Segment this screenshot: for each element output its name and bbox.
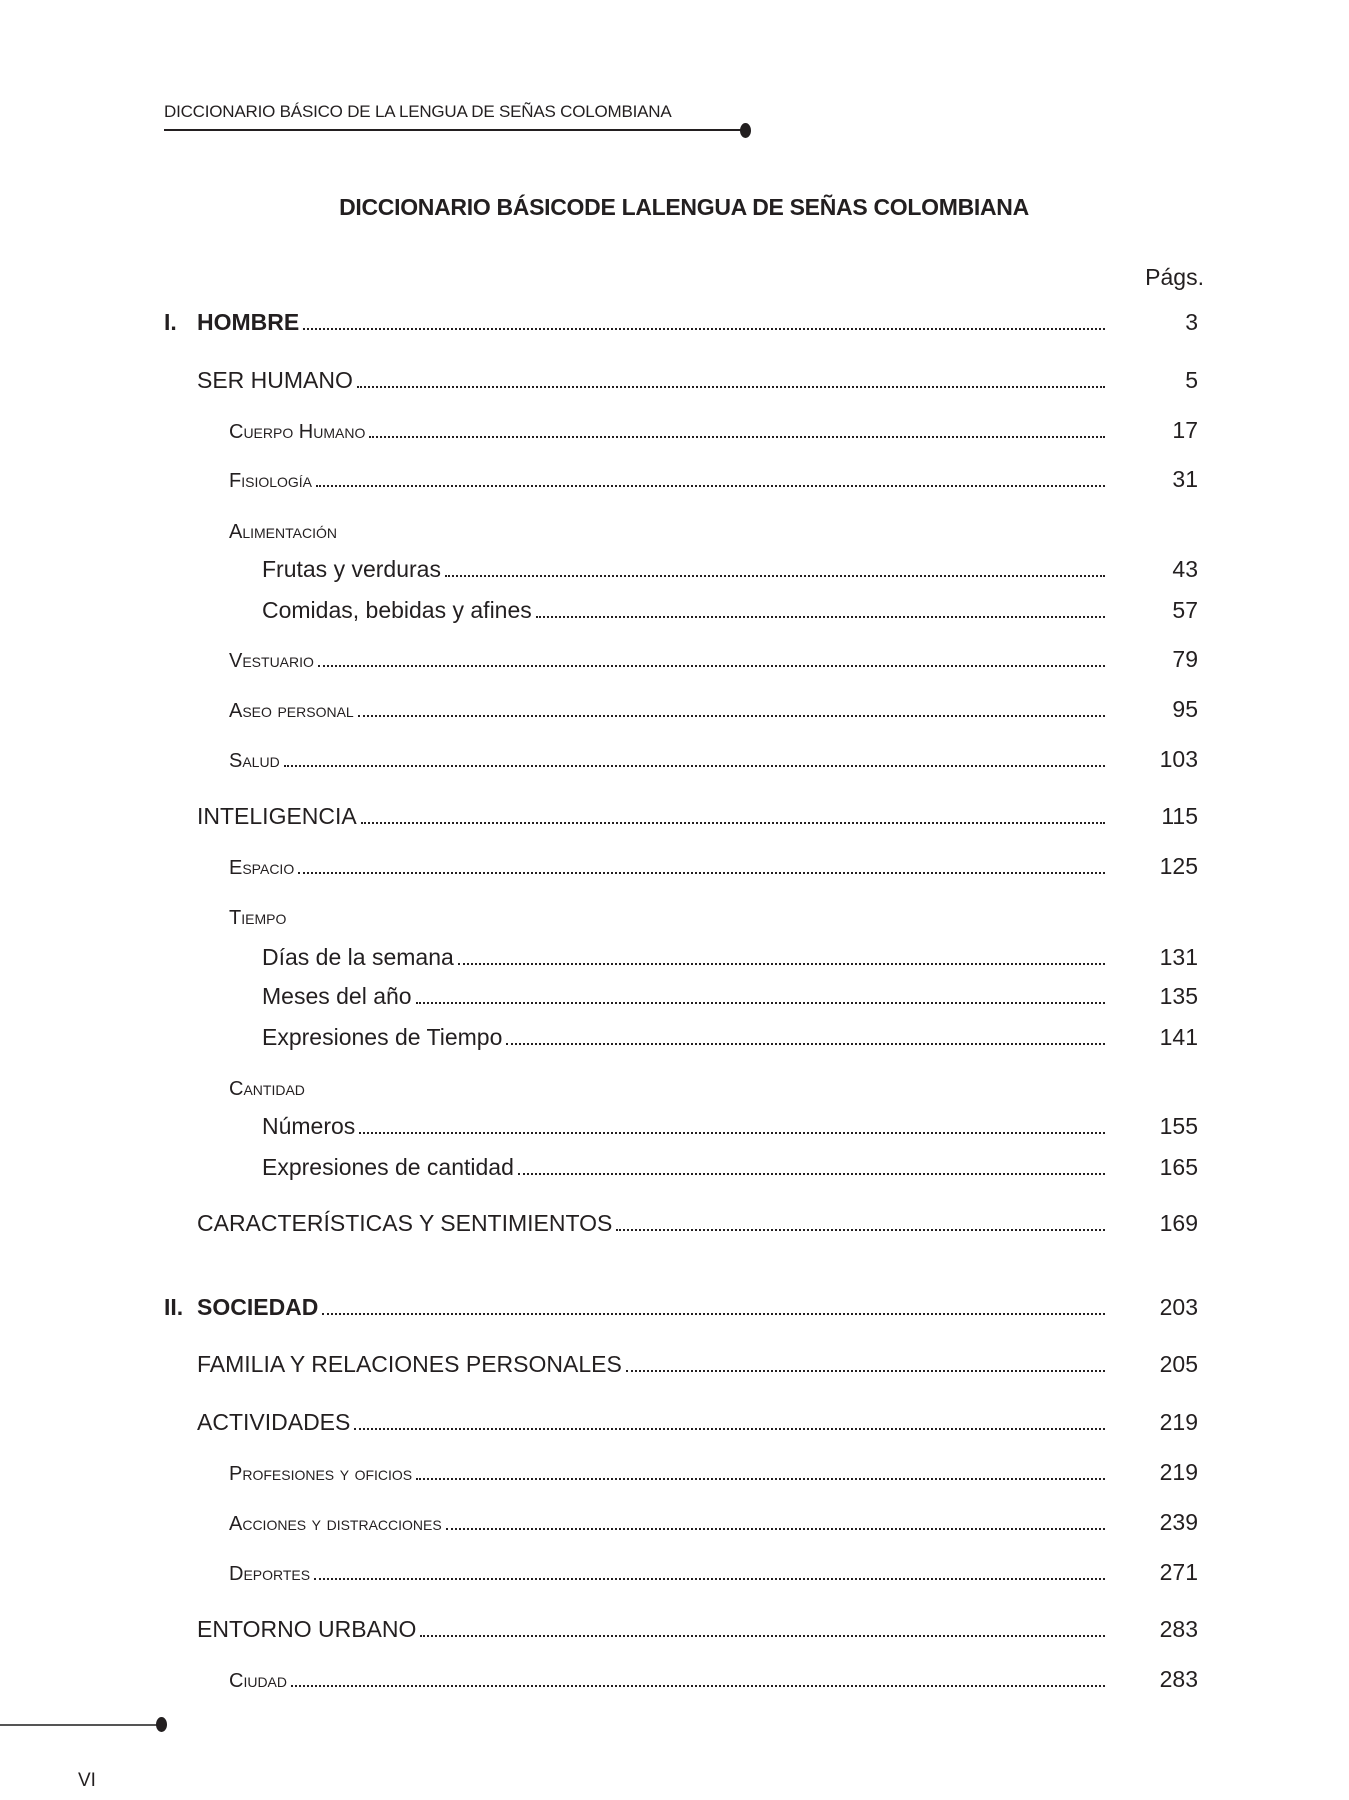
toc-entry-page: 271 [1159,1559,1198,1585]
dot-leader [416,1478,1105,1480]
toc-entry-page: 31 [1172,466,1198,492]
toc-entry-label-group [229,857,1105,880]
toc-entry-label: Días de la semana [262,944,454,970]
dot-leader [446,1528,1105,1530]
toc-entry-page: 155 [1159,1113,1198,1139]
toc-entry-label-group [262,1024,1105,1051]
dot-leader [359,1132,1105,1134]
toc-entry [0,1071,1349,1101]
dot-leader [361,822,1105,824]
toc-entry-label: Comidas, bebidas y afines [262,597,532,623]
toc-entry-label-group [229,1463,1105,1486]
toc-entry-label-group [197,1351,1105,1378]
toc-entry-label-group [229,1513,1105,1536]
toc-entry [0,693,1349,723]
toc-entry [0,463,1349,493]
dot-leader [369,436,1105,438]
toc-entry-label-group [229,1670,1105,1693]
toc-entry-label: Frutas y verduras [262,556,441,582]
toc-entry [0,1613,1349,1643]
toc-entry [0,900,1349,930]
dot-leader [291,1685,1105,1687]
toc-entry [0,980,1349,1010]
toc-entry-label-group [164,309,1105,336]
toc-entry-label: Vestuario [229,650,314,672]
toc-entry [0,743,1349,773]
toc-entry [0,850,1349,880]
toc-entry-label-group [197,367,1105,394]
toc-entry [0,800,1349,830]
dot-leader [616,1229,1105,1231]
toc-entry-label-group [197,1409,1105,1436]
pages-column-label: Págs. [1145,264,1204,290]
toc-entry [0,594,1349,624]
dot-leader [314,1578,1105,1580]
dot-leader [518,1173,1105,1175]
toc-entry-label-group [164,1294,1105,1321]
section-numeral: I. [164,309,177,335]
toc-entry-label: Expresiones de cantidad [262,1154,514,1180]
footer-rule-dot [156,1717,167,1732]
toc-entry-label-group [262,944,1105,971]
toc-entry-label: INTELIGENCIA [197,803,357,829]
toc-entry-page: 283 [1159,1666,1198,1692]
footer-rule [0,1724,160,1726]
toc-entry [0,1406,1349,1436]
toc-entry [0,1207,1349,1237]
toc-entry [0,643,1349,673]
toc-entry-page: 283 [1159,1616,1198,1642]
toc-entry-label-group [262,597,1105,624]
toc-entry-label-group [229,521,337,544]
dot-leader [318,665,1105,667]
toc-entry-label-group [229,470,1105,493]
toc-entry-label-group [229,421,1105,444]
toc-entry-page: 5 [1185,367,1198,393]
running-head: DICCIONARIO BÁSICO DE LA LENGUA DE SEÑAS COLOMBIANA [164,102,672,121]
toc-entry-page: 43 [1172,556,1198,582]
toc-entry-page: 239 [1159,1509,1198,1535]
dot-leader [416,1002,1105,1004]
dot-leader [298,872,1105,874]
toc-entry-label-group [229,750,1105,773]
toc-entry [0,1291,1349,1321]
toc-entry-label: Aseo personal [229,700,354,722]
dot-leader [357,386,1105,388]
toc-entry-page: 141 [1159,1024,1198,1050]
toc-entry-label: Fisiología [229,470,313,492]
toc-entry-page: 205 [1159,1351,1198,1377]
toc-entry-label: Deportes [229,1563,311,1585]
toc-entry [0,1021,1349,1051]
toc-entry-page: 203 [1159,1294,1198,1320]
toc-entry [0,1348,1349,1378]
toc-entry-page: 135 [1159,983,1198,1009]
toc-entry-label: Números [262,1113,356,1139]
dot-leader [536,616,1105,618]
toc-entry-label: Acciones y distracciones [229,1513,442,1535]
toc-entry-label: Meses del año [262,983,412,1009]
toc-entry [0,306,1349,336]
toc-entry-label-group [262,1154,1105,1181]
toc-entry-page: 3 [1185,309,1198,335]
dot-leader [626,1370,1105,1372]
toc-entry-label: Alimentación [229,521,337,543]
toc-entry-label: FAMILIA Y RELACIONES PERSONALES [197,1351,622,1377]
page-number: VI [78,1770,96,1791]
toc-entry-page: 57 [1172,597,1198,623]
toc-entry-page: 131 [1159,944,1198,970]
toc-entry-page: 115 [1161,803,1198,829]
toc-entry-label-group [197,803,1105,830]
toc-entry-label: SOCIEDAD [197,1294,319,1320]
toc-entry-label-group [229,1563,1105,1586]
toc-entry-label: Salud [229,750,280,772]
toc-entry-label: Profesiones y oficios [229,1463,413,1485]
toc-entry [0,1506,1349,1536]
dot-leader [354,1428,1105,1430]
dot-leader [358,715,1105,717]
toc-entry [0,514,1349,544]
dot-leader [445,575,1105,577]
section-numeral: II. [164,1294,184,1320]
toc-entry-label-group [262,1113,1105,1140]
dot-leader [322,1313,1105,1315]
toc-entry [0,941,1349,971]
toc-entry-label: ENTORNO URBANO [197,1616,417,1642]
dot-leader [284,765,1105,767]
toc-entry-label: Expresiones de Tiempo [262,1024,503,1050]
toc-entry-label: Ciudad [229,1670,288,1692]
toc-entry-label: Cantidad [229,1078,305,1100]
header-rule-dot [740,123,751,138]
toc-entry-label: Tiempo [229,907,287,929]
dot-leader [303,328,1105,330]
toc-entry [0,414,1349,444]
dot-leader [506,1043,1105,1045]
toc-entry-label: Espacio [229,857,295,879]
toc-entry-label: ACTIVIDADES [197,1409,351,1435]
toc-entry [0,1663,1349,1693]
toc-entry [0,1456,1349,1486]
toc-entry-label: SER HUMANO [197,367,353,393]
toc-entry-page: 219 [1159,1459,1198,1485]
toc-entry [0,364,1349,394]
toc-entry-label-group [197,1616,1105,1643]
toc-entry [0,1556,1349,1586]
toc-entry-page: 169 [1159,1210,1198,1236]
toc-entry-label: CARACTERÍSTICAS Y SENTIMIENTOS [197,1210,613,1236]
toc-entry-label-group [229,650,1105,673]
toc-entry-label-group [262,983,1105,1010]
toc-entry-page: 79 [1172,646,1198,672]
dot-leader [420,1635,1105,1637]
toc-entry-page: 103 [1159,746,1198,772]
toc-entry [0,553,1349,583]
toc-entry-label-group [229,700,1105,723]
toc-entry-label: HOMBRE [197,309,300,335]
toc-entry-label-group [262,556,1105,583]
dot-leader [458,963,1105,965]
toc-entry-label: Cuerpo Humano [229,421,366,443]
toc-entry-page: 165 [1159,1154,1198,1180]
dot-leader [316,485,1105,487]
toc-entry-label-group [229,907,286,930]
toc-entry-label-group [197,1210,1105,1237]
page-title: DICCIONARIO BÁSICODE LALENGUA DE SEÑAS COLOMBIANA [339,194,1029,220]
toc-entry-page: 219 [1159,1409,1198,1435]
header-rule [164,129,744,131]
toc-entry [0,1110,1349,1140]
toc-entry-label-group [229,1078,305,1101]
toc-entry-page: 95 [1172,696,1198,722]
toc-entry [0,1151,1349,1181]
toc-entry-page: 125 [1159,853,1198,879]
toc-entry-page: 17 [1172,417,1198,443]
